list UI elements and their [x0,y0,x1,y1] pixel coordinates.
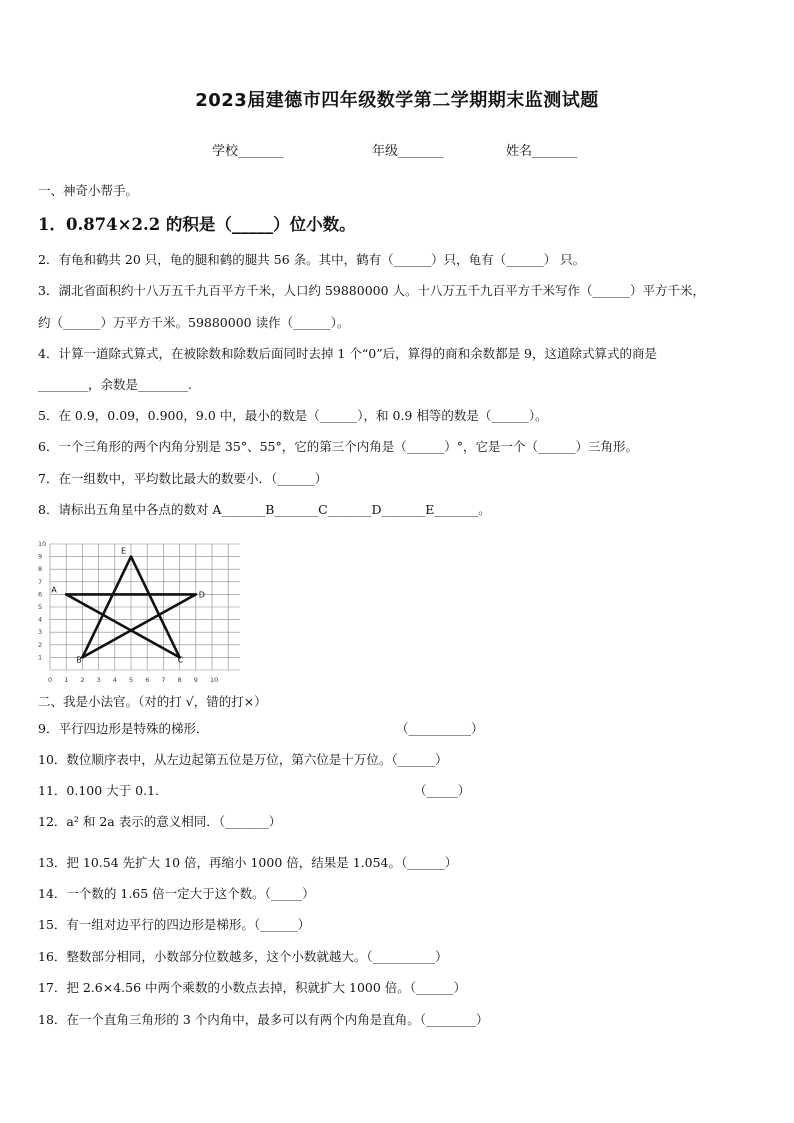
question-13: 13．把 10.54 先扩大 10 倍，再缩小 1000 倍，结果是 1.054。（______） [38,855,458,870]
x-tick-label: 0 [48,676,53,684]
point-label-c: C [177,655,184,665]
question-3-line1: 3．湖北省面积约十八万五千九百平方千米，人口约 59880000 人。十八万五千九百平方千米写作（______）平方千米， [38,283,706,298]
y-tick-label: 4 [38,615,43,624]
point-label-e: E [121,546,127,556]
x-tick-label: 4 [112,676,117,684]
x-tick-label: 5 [129,676,134,684]
point-label-a: A [51,585,57,595]
grade-field: 年级_______ [372,144,444,159]
question-9-answer-paren: （__________） [396,721,484,736]
question-15: 15．有一组对边平行的四边形是梯形。（______） [38,917,311,932]
x-tick-label: 2 [80,676,85,684]
y-tick-label: 3 [38,628,43,637]
grid [50,544,240,670]
y-tick-label: 5 [38,603,43,611]
question-11: 11．0.100 大于 0.1. [38,783,159,798]
y-tick-label: 9 [38,552,43,561]
question-11-answer-paren: （_____） [414,783,471,798]
x-tick-label: 1 [64,676,69,684]
x-tick-label: 10 [210,676,219,684]
x-tick-label: 7 [161,676,166,684]
question-5: 5．在 0.9，0.09，0.900，9.0 中，最小的数是（______），和 0.9 相等的数是（______）。 [38,408,548,423]
point-label-b: B [76,655,82,665]
question-2: 2．有龟和鹤共 20 只，龟的腿和鹤的腿共 56 条。其中，鹤有（______）只，龟有（______） 只。 [38,252,586,267]
star-edge [82,594,195,657]
y-tick-label: 7 [38,577,43,586]
star-coordinate-figure [30,530,240,686]
y-tick-label: 8 [38,565,43,574]
star-edge [66,594,179,657]
x-tick-label: 9 [193,676,198,684]
x-tick-label: 6 [145,676,150,684]
question-9: 9．平行四边形是特殊的梯形． [38,721,209,736]
question-6: 6．一个三角形的两个内角分别是 35°、55°，它的第三个内角是（______）°，它是一个（______）三角形。 [38,439,638,454]
y-tick-label: 10 [38,540,47,548]
section2-heading: 二、我是小法官。（对的打 √，错的打×） [38,694,267,709]
school-field: 学校_______ [212,144,284,159]
question-16: 16．整数部分相同，小数部分位数越多，这个小数就越大。（__________） [38,949,448,964]
question-17: 17．把 2.6×4.56 中两个乘数的小数点去掉，积就扩大 1000 倍。（______） [38,980,467,995]
question-12: 12．a² 和 2a 表示的意义相同．（_______） [38,814,282,829]
x-tick-label: 3 [96,676,101,684]
question-18: 18．在一个直角三角形的 3 个内角中，最多可以有两个内角是直角。（________） [38,1012,489,1027]
question-7: 7．在一组数中，平均数比最大的数要小．（______） [38,471,328,486]
y-tick-label: 2 [38,640,43,649]
question-10: 10．数位顺序表中，从左边起第五位是万位，第六位是十万位。（______） [38,752,448,767]
question-1: 1．0.874×2.2 的积是（_____）位小数。 [38,215,356,234]
x-tick-label: 8 [177,676,182,684]
section1-heading: 一、神奇小帮手。 [38,183,139,198]
point-label-d: D [198,590,205,600]
question-14: 14．一个数的 1.65 倍一定大于这个数。（_____） [38,886,315,901]
y-tick-label: 1 [38,653,43,662]
name-field: 姓名_______ [506,144,578,159]
y-tick-label: 6 [38,590,43,599]
page-title: 2023届建德市四年级数学第二学期期末监测试题 [195,90,599,111]
question-4-line2: ________，余数是________. [38,377,192,392]
question-4-line1: 4．计算一道除式算式，在被除数和除数后面同时去掉 1 个“0”后，算得的商和余数都是 9，这道除式算式的商是 [38,346,658,361]
question-3-line2: 约（______）万平方千米。59880000 读作（______）。 [38,315,350,330]
question-8: 8．请标出五角星中各点的数对 A_______B_______C_______D_______E_______。 [38,502,491,517]
